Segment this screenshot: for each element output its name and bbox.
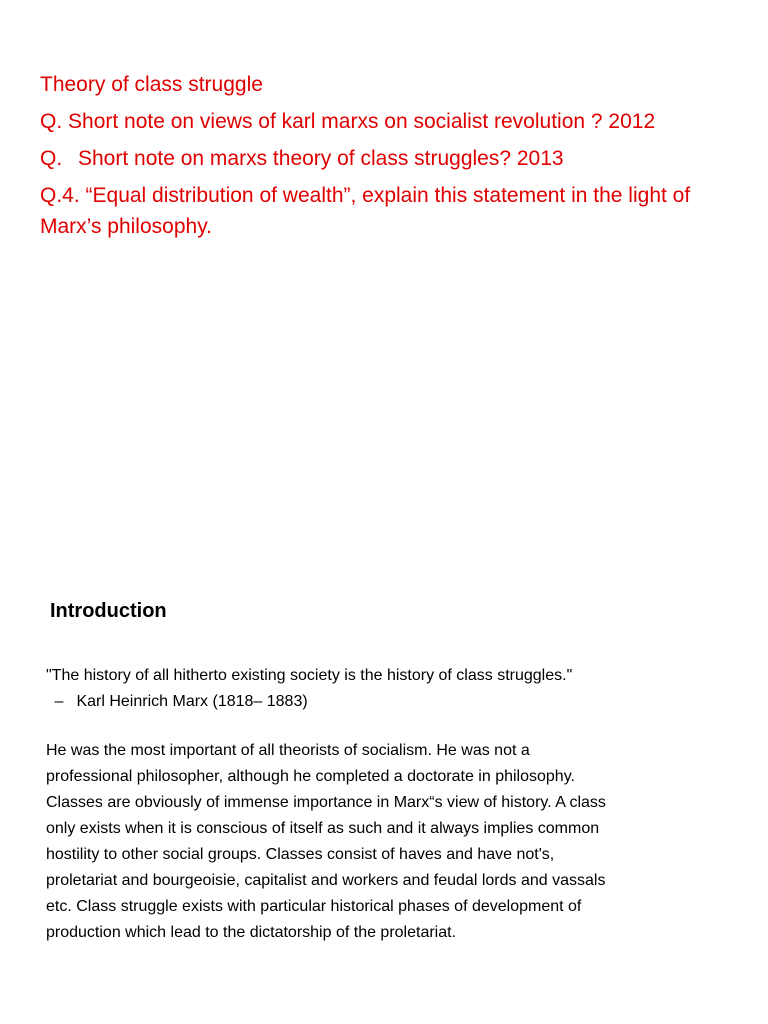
attribution-dash: –	[54, 693, 64, 710]
topic-title: Theory of class struggle	[40, 73, 263, 96]
paragraph-line: production which lead to the dictatorship of the proletariat.	[46, 924, 457, 941]
question-2	[40, 140, 750, 177]
paragraph-line: hostility to other social groups. Classes consist of haves and have not's,	[46, 846, 555, 863]
quote-attribution: Karl Heinrich Marx (1818– 1883)	[76, 693, 308, 710]
paragraph-line: Classes are obviously of immense importance in Marx“s view of history. A class	[46, 794, 606, 811]
paragraph-line: professional philosopher, although he completed a doctorate in philosophy.	[46, 768, 575, 785]
quote-attribution-line	[46, 689, 572, 715]
paragraph-line: proletariat and bourgeoisie, capitalist and workers and feudal lords and vassals	[46, 872, 606, 889]
quote-text: "The history of all hitherto existing society is the history of class struggles."	[46, 667, 573, 684]
question-2-text: Short note on marxs theory of class struggles? 2013	[78, 147, 564, 170]
question-2-prefix: Q.	[40, 147, 63, 170]
marx-quote	[46, 663, 572, 715]
paragraph-line: only exists when it is conscious of itself as such and it always implies common	[46, 820, 600, 837]
paragraph-line: He was the most important of all theorists of socialism. He was not a	[46, 742, 530, 759]
question-3: Q.4. “Equal distribution of wealth”, explain this statement in the light of Marx’s philosophy.	[40, 184, 691, 238]
question-1: Q. Short note on views of karl marxs on socialist revolution ? 2012	[40, 110, 656, 133]
intro-paragraph	[46, 738, 606, 946]
questions-section	[40, 66, 750, 242]
paragraph-line: etc. Class struggle exists with particular historical phases of development of	[46, 898, 582, 915]
introduction-heading: Introduction	[50, 600, 167, 622]
